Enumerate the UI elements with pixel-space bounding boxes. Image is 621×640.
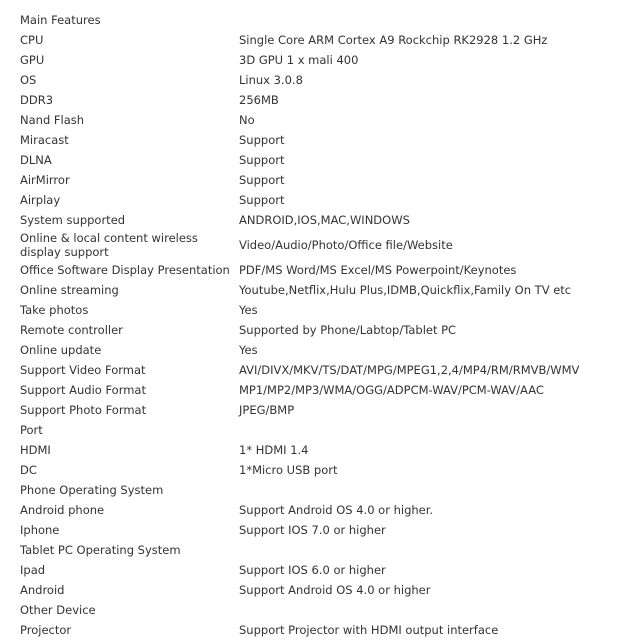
spec-value: Support (239, 193, 285, 207)
spec-label: Online & local content wireless display support (20, 231, 198, 259)
spec-value (235, 10, 620, 30)
spec-row (16, 440, 620, 460)
spec-label: Other Device (20, 603, 96, 617)
spec-row (16, 230, 620, 260)
spec-value: Support (239, 133, 285, 147)
spec-value: Support Android OS 4.0 or higher. (239, 503, 434, 517)
spec-value: 1*Micro USB port (239, 463, 338, 477)
spec-row (16, 150, 620, 170)
spec-label: System supported (20, 213, 126, 227)
spec-row (16, 500, 620, 520)
spec-label: Support Video Format (20, 363, 146, 377)
spec-label: DDR3 (20, 93, 54, 107)
spec-row (16, 190, 620, 210)
spec-value: 1* HDMI 1.4 (239, 443, 309, 457)
spec-row (16, 560, 620, 580)
spec-value: No (239, 113, 255, 127)
spec-value (235, 480, 620, 500)
spec-label: Ipad (20, 563, 46, 577)
spec-value: Support (239, 153, 285, 167)
spec-label: DC (20, 463, 37, 477)
spec-row (16, 90, 620, 110)
spec-row (16, 540, 620, 560)
spec-label: Online streaming (20, 283, 119, 297)
spec-row (16, 460, 620, 480)
spec-row (16, 320, 620, 340)
spec-value: 3D GPU 1 x mali 400 (239, 53, 359, 67)
spec-label: Phone Operating System (20, 483, 164, 497)
spec-value: Support Projector with HDMI output interface (239, 623, 499, 637)
spec-row (16, 10, 620, 30)
spec-row (16, 400, 620, 420)
spec-row (16, 420, 620, 440)
spec-value: Yes (239, 343, 258, 357)
spec-row (16, 260, 620, 280)
spec-row (16, 280, 620, 300)
spec-label: Airplay (20, 193, 61, 207)
spec-row (16, 50, 620, 70)
spec-label: HDMI (20, 443, 51, 457)
spec-value (235, 540, 620, 560)
spec-value: Supported by Phone/Labtop/Tablet PC (239, 323, 457, 337)
spec-label: Take photos (20, 303, 89, 317)
spec-row (16, 170, 620, 190)
spec-label: DLNA (20, 153, 52, 167)
spec-row (16, 130, 620, 150)
spec-value: PDF/MS Word/MS Excel/MS Powerpoint/Keynotes (239, 263, 517, 277)
spec-value: Support (239, 173, 285, 187)
spec-label: Projector (20, 623, 72, 637)
spec-row (16, 210, 620, 230)
spec-row (16, 620, 620, 640)
spec-label: Tablet PC Operating System (20, 543, 181, 557)
spec-value: AVI/DIVX/MKV/TS/DAT/MPG/MPEG1,2,4/MP4/RM/RMVB/WMV (239, 363, 580, 377)
spec-value: Linux 3.0.8 (239, 73, 303, 87)
spec-value: Support Android OS 4.0 or higher (239, 583, 431, 597)
spec-label: Main Features (20, 13, 101, 27)
spec-row (16, 340, 620, 360)
spec-value: Support IOS 6.0 or higher (239, 563, 386, 577)
spec-value: 256MB (239, 93, 279, 107)
spec-value: Support IOS 7.0 or higher (239, 523, 386, 537)
spec-row (16, 600, 620, 620)
spec-row (16, 380, 620, 400)
spec-value: Youtube,Netflix,Hulu Plus,IDMB,Quickflix,Family On TV etc (239, 283, 572, 297)
spec-value: Single Core ARM Cortex A9 Rockchip RK2928 1.2 GHz (239, 33, 548, 47)
spec-value: ANDROID,IOS,MAC,WINDOWS (239, 213, 410, 227)
spec-value (235, 600, 620, 620)
spec-value: MP1/MP2/MP3/WMA/OGG/ADPCM-WAV/PCM-WAV/AAC (239, 383, 544, 397)
spec-label: Android (20, 583, 65, 597)
spec-value: Video/Audio/Photo/Office file/Website (239, 238, 453, 252)
spec-row (16, 360, 620, 380)
spec-value: Yes (239, 303, 258, 317)
spec-row (16, 110, 620, 130)
spec-row (16, 520, 620, 540)
spec-label: Nand Flash (20, 113, 85, 127)
spec-label: Support Photo Format (20, 403, 147, 417)
spec-label: Miracast (20, 133, 69, 147)
spec-row (16, 70, 620, 90)
spec-value (235, 420, 620, 440)
spec-label: AirMirror (20, 173, 70, 187)
spec-label: Android phone (20, 503, 105, 517)
spec-value: JPEG/BMP (239, 403, 295, 417)
spec-row (16, 480, 620, 500)
spec-table-body (16, 10, 620, 640)
spec-row (16, 30, 620, 50)
spec-row (16, 580, 620, 600)
spec-table (16, 10, 620, 640)
spec-label: Iphone (20, 523, 60, 537)
spec-label: Remote controller (20, 323, 123, 337)
spec-label: Office Software Display Presentation (20, 263, 230, 277)
spec-label: Support Audio Format (20, 383, 146, 397)
spec-row (16, 300, 620, 320)
spec-label: Online update (20, 343, 102, 357)
spec-label: OS (20, 73, 37, 87)
spec-label: Port (20, 423, 43, 437)
spec-label: GPU (20, 53, 45, 67)
spec-label: CPU (20, 33, 44, 47)
